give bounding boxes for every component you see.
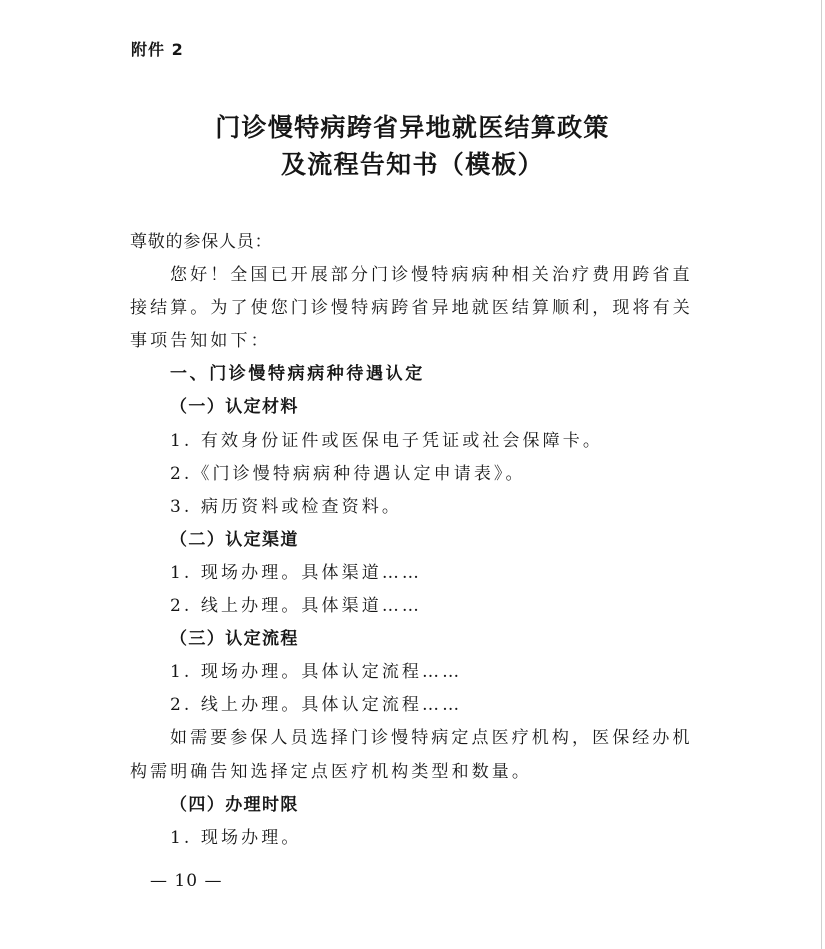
subsection-heading-materials: （一）认定材料 bbox=[170, 397, 299, 418]
list-item: 1. 现场办理。 bbox=[170, 827, 302, 848]
note-line: 构需明确告知选择定点医疗机构类型和数量。 bbox=[130, 761, 532, 782]
intro-line: 您好！全国已开展部分门诊慢特病病种相关治疗费用跨省直 bbox=[170, 265, 693, 286]
salutation: 尊敬的参保人员： bbox=[130, 232, 273, 252]
subsection-heading-channels: （二）认定渠道 bbox=[170, 529, 299, 550]
document-body bbox=[130, 226, 710, 855]
intro-line: 事项告知如下： bbox=[130, 331, 271, 352]
subsection-heading-time-limit: （四）办理时限 bbox=[170, 794, 299, 815]
list-item: 1. 现场办理。具体认定流程…… bbox=[170, 662, 463, 683]
list-item: 3. 病历资料或检查资料。 bbox=[170, 496, 402, 517]
intro-line: 接结算。为了使您门诊慢特病跨省异地就医结算顺利，现将有关 bbox=[130, 298, 693, 319]
list-item: 1. 现场办理。具体渠道…… bbox=[170, 562, 423, 583]
list-item: 2. 线上办理。具体渠道…… bbox=[170, 596, 423, 617]
document-title-line-1: 门诊慢特病跨省异地就医结算政策 bbox=[215, 113, 610, 142]
list-item: 1. 有效身份证件或医保电子凭证或社会保障卡。 bbox=[170, 430, 603, 451]
attachment-label: 附件 2 bbox=[131, 40, 184, 59]
page-number: — 10 — bbox=[150, 871, 223, 891]
list-item: 2.《门诊慢特病病种待遇认定申请表》。 bbox=[170, 463, 526, 484]
subsection-heading-process: （三）认定流程 bbox=[170, 629, 299, 650]
list-item: 2. 线上办理。具体认定流程…… bbox=[170, 695, 463, 716]
section-heading: 一、门诊慢特病病种待遇认定 bbox=[170, 364, 425, 385]
note-line: 如需要参保人员选择门诊慢特病定点医疗机构，医保经办机 bbox=[170, 728, 693, 749]
document-title-line-2: 及流程告知书（模板） bbox=[280, 150, 544, 179]
